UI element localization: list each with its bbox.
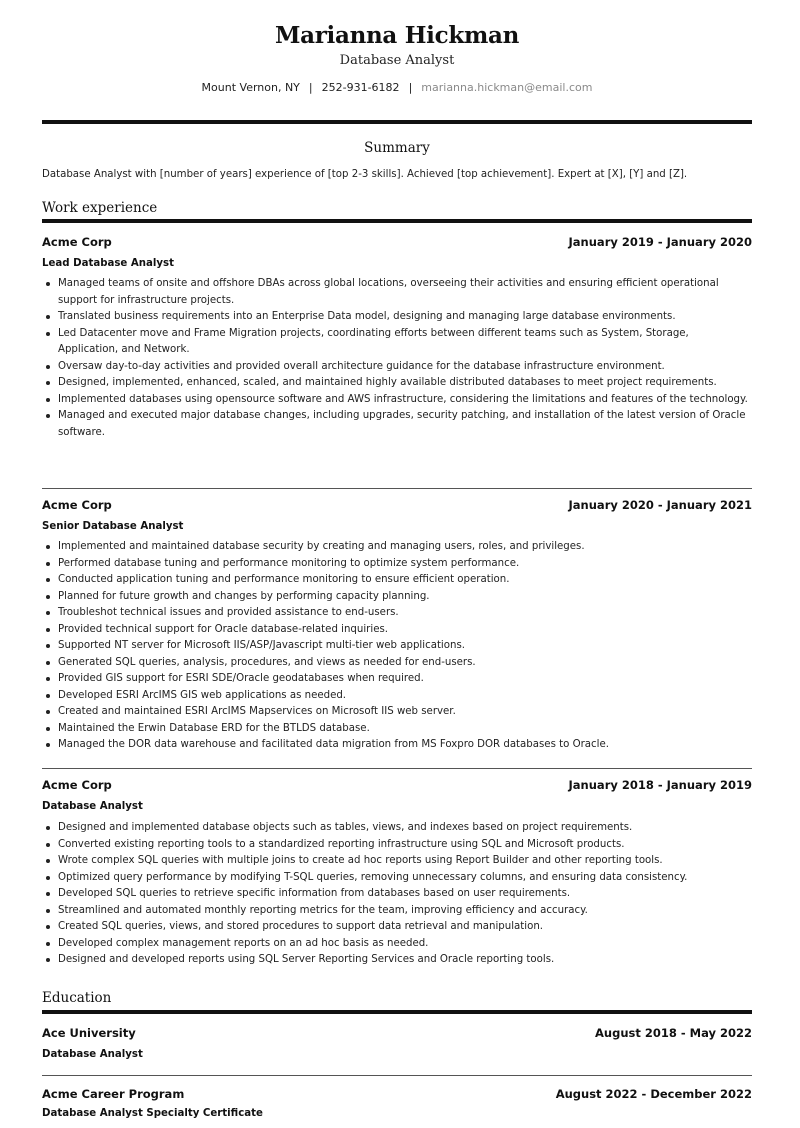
- list-item: Maintained the Erwin Database ERD for the BTLDS database.: [42, 721, 752, 738]
- list-item: Developed complex management reports on an ad hoc basis as needed.: [42, 936, 752, 953]
- education-degree: Database Analyst: [42, 1049, 143, 1060]
- job-title: Senior Database Analyst: [42, 521, 184, 532]
- list-item: Implemented databases using opensource software and AWS infrastructure, considering the limitations and features of the technology.: [42, 392, 752, 409]
- list-item: Managed the DOR data warehouse and facilitated data migration from MS Foxpro DOR databases to Oracle.: [42, 737, 752, 754]
- education-dates: August 2018 - May 2022: [595, 1026, 752, 1040]
- list-item: Managed teams of onsite and offshore DBAs across global locations, overseeing their activities and ensuring efficient operational support for infrastructure projects.: [42, 276, 752, 309]
- list-item: Designed, implemented, enhanced, scaled, and maintained highly available distributed databases to meet project requirements.: [42, 375, 752, 392]
- contact-location: Mount Vernon, NY: [201, 81, 300, 94]
- list-item: Created SQL queries, views, and stored procedures to support data retrieval and manipulation.: [42, 919, 752, 936]
- contact-separator: |: [408, 81, 413, 94]
- list-item: Converted existing reporting tools to a standardized reporting infrastructure using SQL and Microsoft products.: [42, 837, 752, 854]
- list-item: Conducted application tuning and performance monitoring to ensure efficient operation.: [42, 572, 752, 589]
- list-item: Managed and executed major database changes, including upgrades, security patching, and installation of the latest version of Oracle software.: [42, 408, 752, 441]
- list-item: Supported NT server for Microsoft IIS/ASP/Javascript multi-tier web applications.: [42, 638, 752, 655]
- list-item: Provided technical support for Oracle database-related inquiries.: [42, 622, 752, 639]
- contact-line: [42, 81, 752, 94]
- summary-heading: Summary: [364, 140, 430, 156]
- list-item: Performed database tuning and performance monitoring to optimize system performance.: [42, 556, 752, 573]
- list-item: Provided GIS support for ESRI SDE/Oracle geodatabases when required.: [42, 671, 752, 688]
- job-divider: [42, 488, 752, 489]
- list-item: Planned for future growth and changes by performing capacity planning.: [42, 589, 752, 606]
- work-experience-heading: Work experience: [42, 200, 158, 216]
- contact-phone: 252-931-6182: [321, 81, 400, 94]
- education-school: Acme Career Program: [42, 1087, 185, 1101]
- candidate-name: Marianna Hickman: [274, 22, 520, 49]
- list-item: Optimized query performance by modifying T-SQL queries, removing unnecessary columns, and ensuring data consistency.: [42, 870, 752, 887]
- list-item: Designed and implemented database objects such as tables, views, and indexes based on project requirements.: [42, 820, 752, 837]
- job-divider: [42, 768, 752, 769]
- contact-separator: |: [308, 81, 313, 94]
- job-bullets: [42, 539, 752, 754]
- list-item: Implemented and maintained database security by creating and managing users, roles, and privileges.: [42, 539, 752, 556]
- job-dates: January 2018 - January 2019: [568, 778, 752, 792]
- education-item-divider: [42, 1075, 752, 1076]
- education-divider: [42, 1010, 752, 1014]
- education-degree: Database Analyst Specialty Certificate: [42, 1108, 263, 1119]
- contact-email[interactable]: marianna.hickman@email.com: [421, 81, 593, 94]
- education-heading: Education: [42, 990, 112, 1006]
- candidate-role: Database Analyst: [339, 53, 455, 68]
- education-dates: August 2022 - December 2022: [555, 1087, 752, 1101]
- list-item: Wrote complex SQL queries with multiple joins to create ad hoc reports using Report Builder and other reporting tools.: [42, 853, 752, 870]
- education-school: Ace University: [42, 1026, 136, 1040]
- summary-text: Database Analyst with [number of years] experience of [top 2-3 skills]. Achieved [top achievement]. Expert at [X], [Y] and [Z].: [42, 169, 688, 180]
- list-item: Developed SQL queries to retrieve specific information from databases based on user requirements.: [42, 886, 752, 903]
- job-company: Acme Corp: [42, 778, 112, 792]
- job-company: Acme Corp: [42, 498, 112, 512]
- list-item: Developed ESRI ArcIMS GIS web applications as needed.: [42, 688, 752, 705]
- list-item: Generated SQL queries, analysis, procedures, and views as needed for end-users.: [42, 655, 752, 672]
- list-item: Translated business requirements into an Enterprise Data model, designing and managing large database environments.: [42, 309, 752, 326]
- work-experience-divider: [42, 219, 752, 223]
- list-item: Streamlined and automated monthly reporting metrics for the team, improving efficiency and accuracy.: [42, 903, 752, 920]
- job-dates: January 2020 - January 2021: [568, 498, 752, 512]
- job-title: Database Analyst: [42, 801, 143, 812]
- job-dates: January 2019 - January 2020: [568, 235, 752, 249]
- job-bullets: [42, 820, 752, 969]
- list-item: Oversaw day-to-day activities and provided overall architecture guidance for the database infrastructure environment.: [42, 359, 752, 376]
- job-company: Acme Corp: [42, 235, 112, 249]
- list-item: Designed and developed reports using SQL Server Reporting Services and Oracle reporting tools.: [42, 952, 752, 969]
- list-item: Led Datacenter move and Frame Migration projects, coordinating efforts between different teams such as System, Storage, Application, and Network.: [42, 326, 752, 359]
- header-divider: [42, 120, 752, 124]
- job-bullets: [42, 276, 752, 441]
- list-item: Created and maintained ESRI ArcIMS Mapservices on Microsoft IIS web server.: [42, 704, 752, 721]
- job-title: Lead Database Analyst: [42, 258, 174, 269]
- list-item: Troubleshot technical issues and provided assistance to end-users.: [42, 605, 752, 622]
